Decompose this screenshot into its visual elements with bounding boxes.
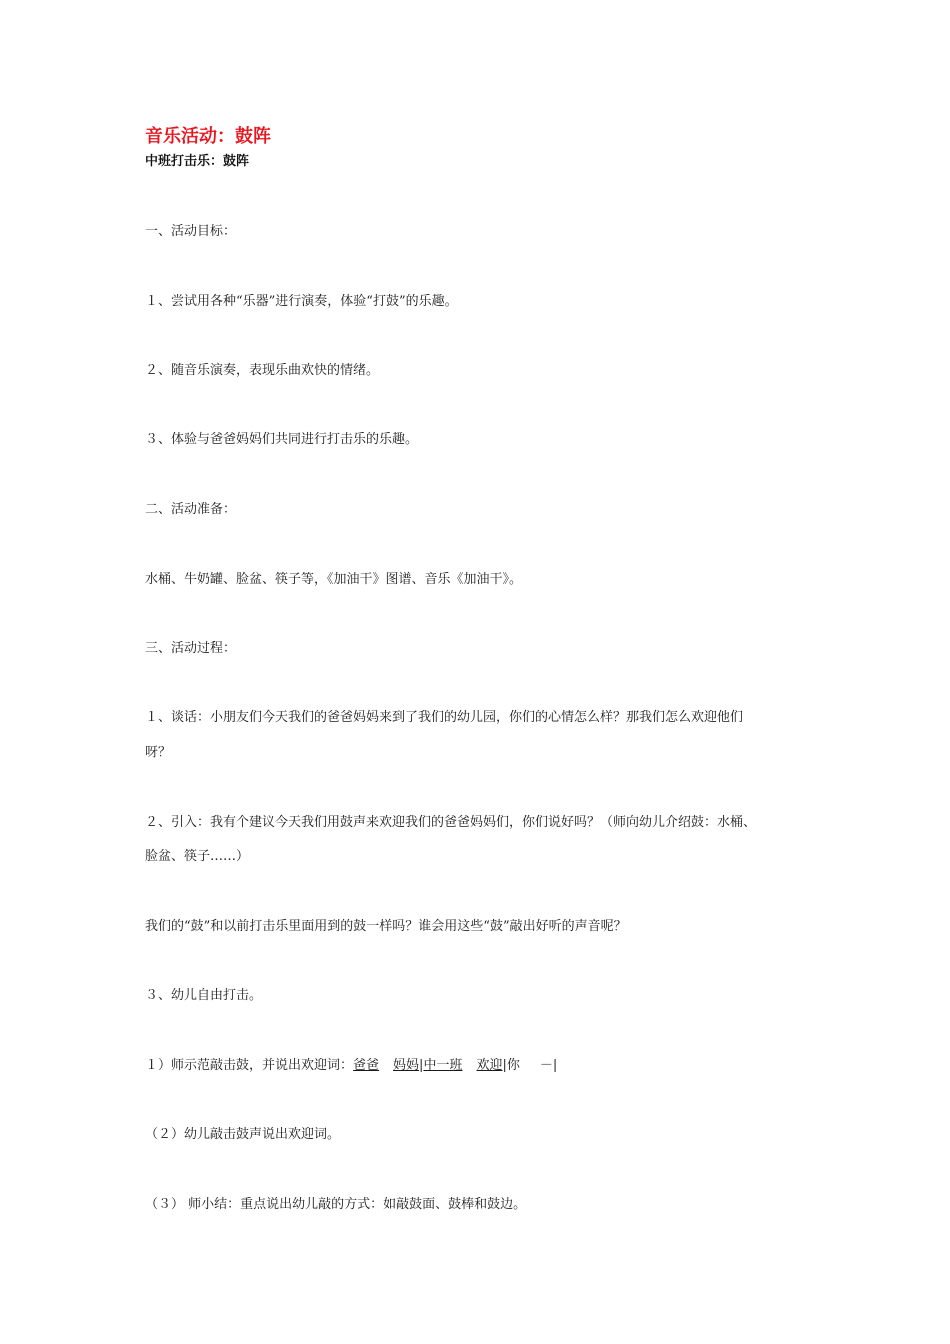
section-heading-preparation: 二、活动准备： <box>145 502 237 517</box>
welcome-word-5: 你 <box>506 1058 520 1073</box>
process-sub-item-1 <box>145 1057 557 1075</box>
process-item-2-line-2: 脸盆、筷子……） <box>145 849 250 864</box>
document-title: 音乐活动：鼓阵 <box>145 126 271 147</box>
preparation-text: 水桶、牛奶罐、脸盆、筷子等，《加油干》图谱、音乐《加油干》。 <box>145 572 523 587</box>
process-item-3: ３、幼儿自由打击。 <box>145 988 263 1003</box>
process-paragraph: 我们的“鼓”和以前打击乐里面用到的鼓一样吗？谁会用这些“鼓”敲出好听的声音呢？ <box>145 919 627 934</box>
process-item-1-line-2: 呀？ <box>145 745 172 760</box>
bar-divider-1: | <box>419 1058 424 1073</box>
process-sub-item-2: （２）幼儿敲击鼓声说出欢迎词。 <box>145 1127 341 1142</box>
goal-item-2: ２、随音乐演奏，表现乐曲欢快的情绪。 <box>145 363 380 378</box>
goal-item-1: １、尝试用各种“乐器”进行演奏，体验“打鼓”的乐趣。 <box>145 294 458 309</box>
process-item-2-line-1: ２、引入：我有个建议今天我们用鼓声来欢迎我们的爸爸妈妈们，你们说好吗？（师向幼儿介绍鼓：水桶、 <box>145 815 757 830</box>
welcome-word-4: 欢迎 <box>476 1058 503 1073</box>
sub-item-1-prefix: １）师示范敲击鼓，并说出欢迎词： <box>145 1058 354 1073</box>
section-heading-process: 三、活动过程： <box>145 641 237 656</box>
bar-divider-3: | <box>552 1058 558 1073</box>
process-item-1-line-1: １、谈话：小朋友们今天我们的爸爸妈妈来到了我们的幼儿园，你们的心情怎么样？那我们怎么欢迎他们 <box>145 710 744 725</box>
dash-mark: － <box>539 1058 553 1073</box>
welcome-word-3: 中一班 <box>423 1058 463 1073</box>
document-subtitle: 中班打击乐：鼓阵 <box>145 154 250 169</box>
goal-item-3: ３、体验与爸爸妈妈们共同进行打击乐的乐趣。 <box>145 432 419 447</box>
process-sub-item-3: （３） 师小结：重点说出幼儿敲的方式：如敲鼓面、鼓棒和鼓边。 <box>145 1197 527 1212</box>
welcome-word-2: 妈妈 <box>393 1058 420 1073</box>
welcome-word-1: 爸爸 <box>353 1058 380 1073</box>
section-heading-goals: 一、活动目标： <box>145 224 237 239</box>
bar-divider-2: | <box>502 1058 507 1073</box>
